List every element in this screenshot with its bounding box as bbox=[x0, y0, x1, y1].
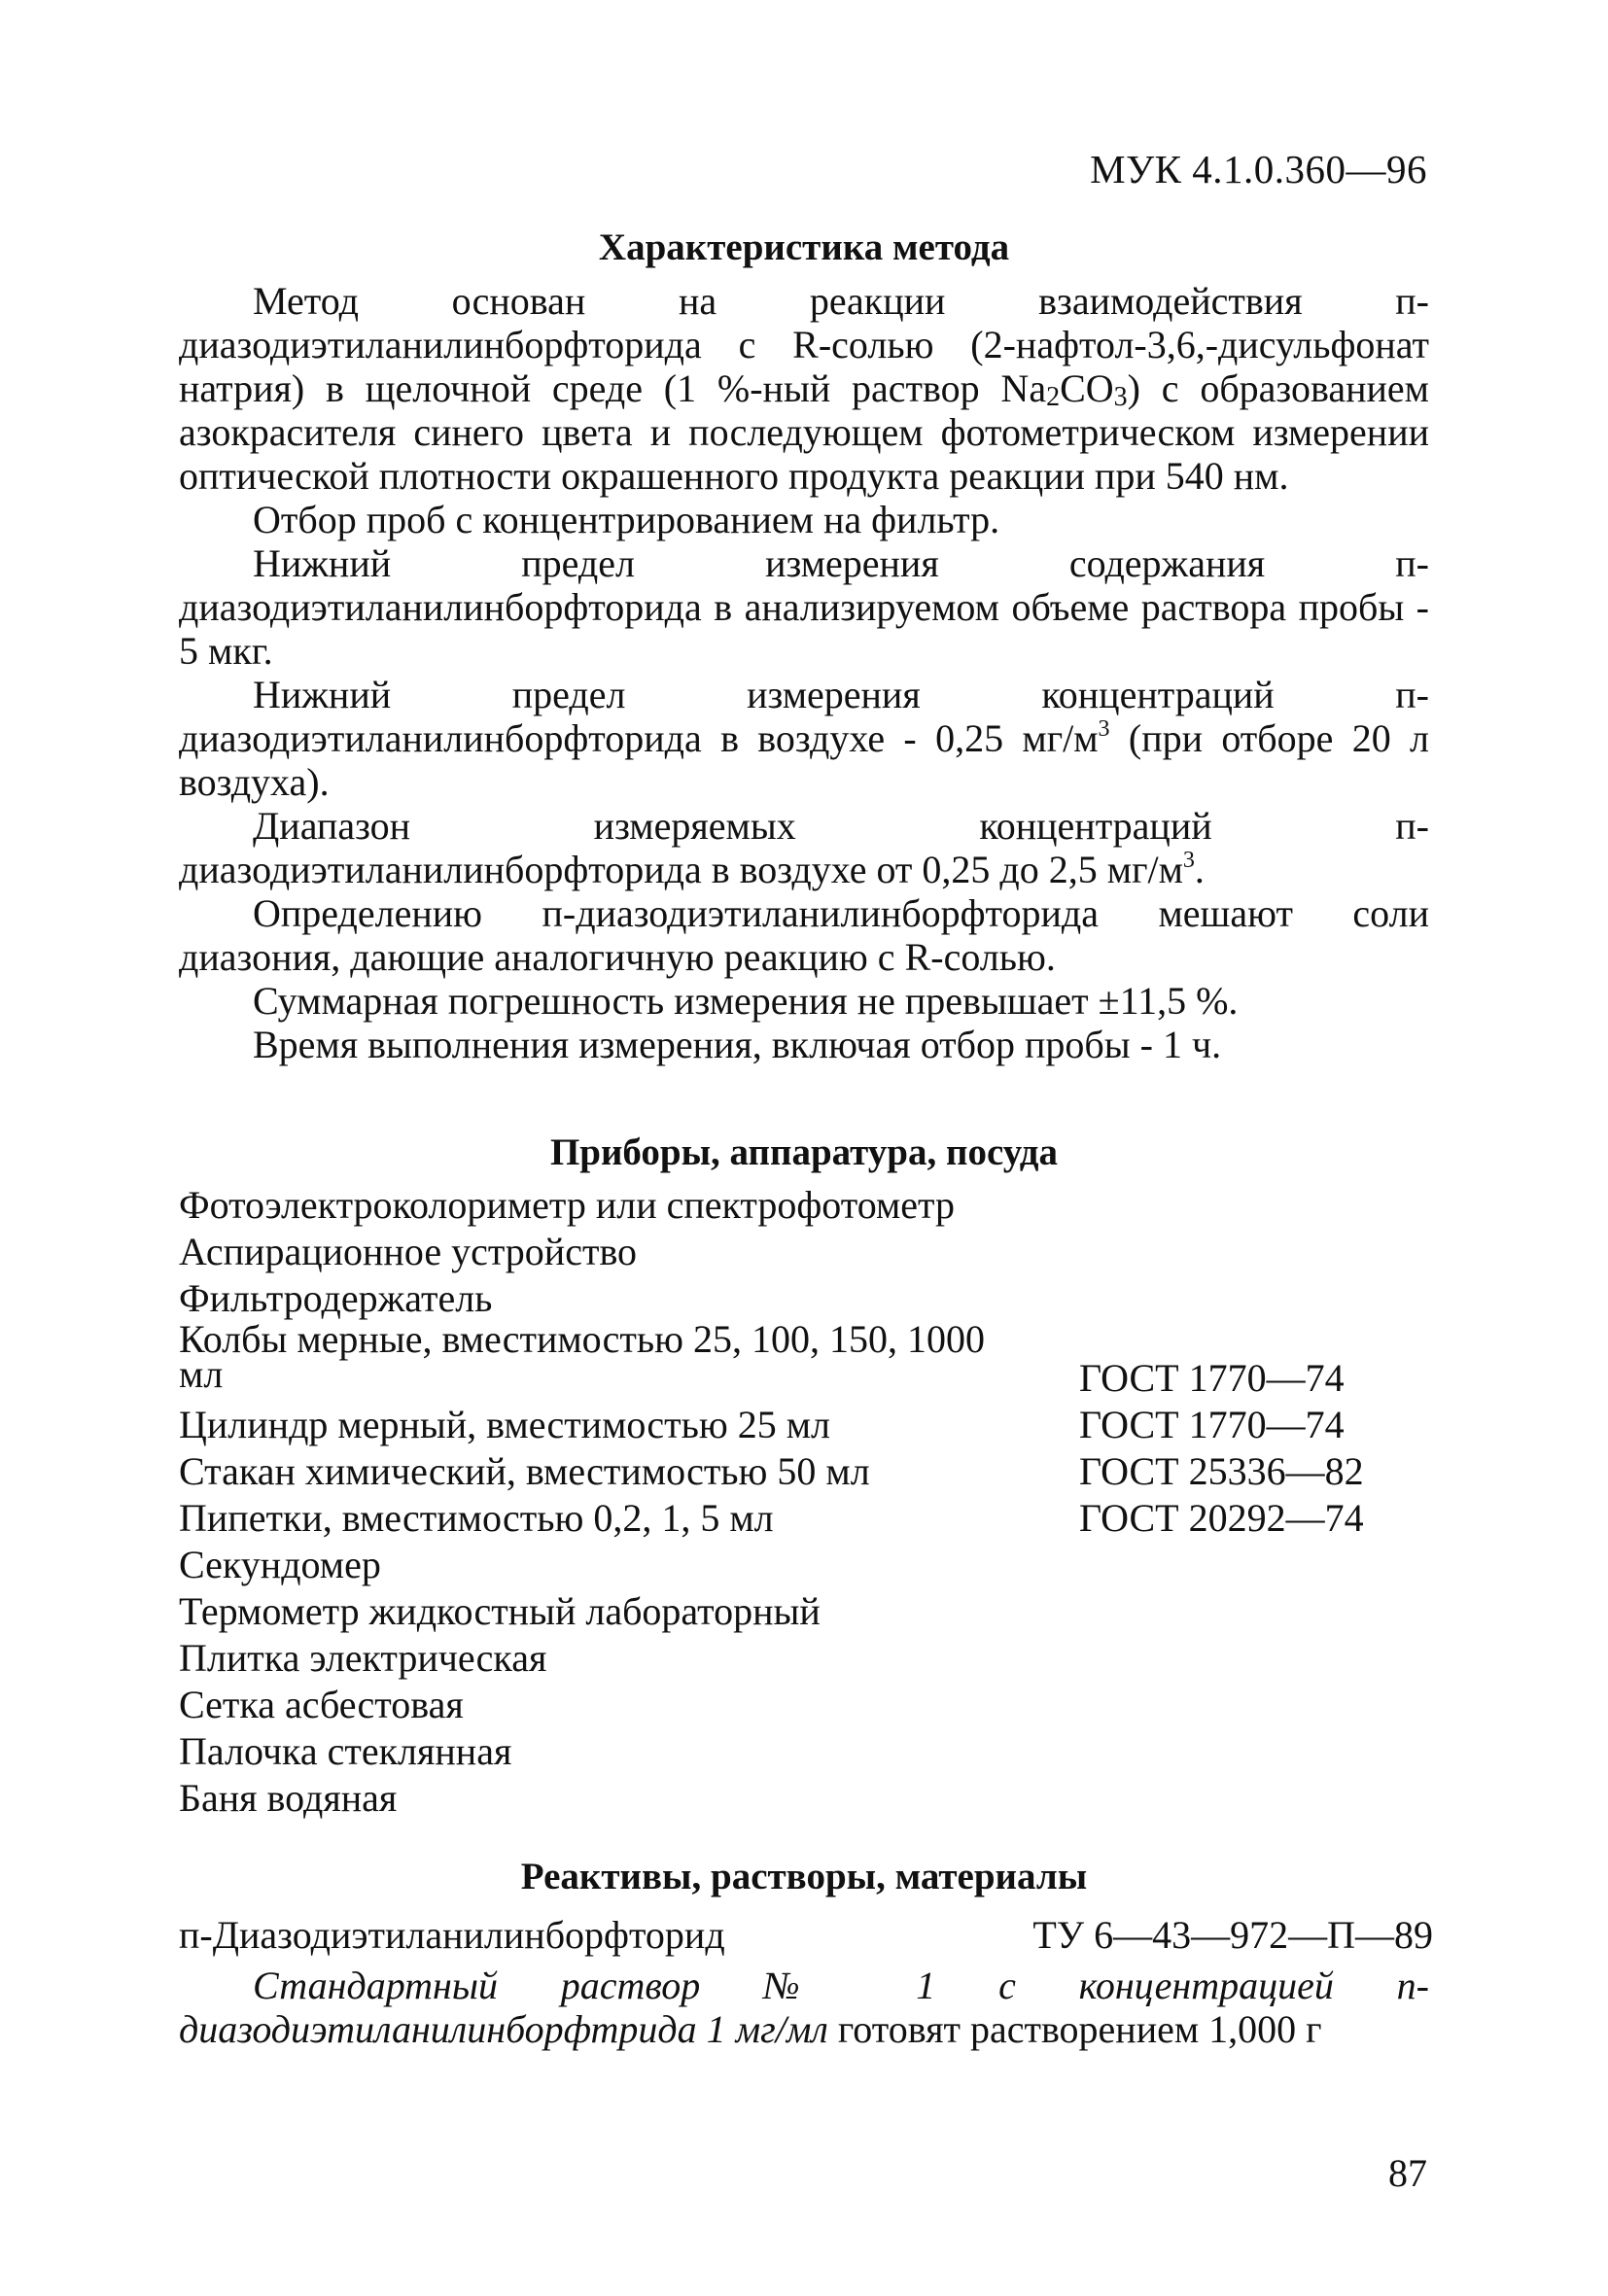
item-standard: ГОСТ 20292—74 bbox=[1079, 1496, 1364, 1540]
item-name: Цилиндр мерный, вместимостью 25 мл bbox=[179, 1403, 831, 1446]
text-fragment: ) с образованием азокрасителя синего цвета и последующем фотометрическом измерении оптической плотности окрашенного продукта реакции при 540 нм. bbox=[179, 366, 1429, 498]
reagent-row bbox=[179, 1912, 1433, 1959]
list-item bbox=[179, 1775, 1433, 1822]
method-description bbox=[179, 279, 1429, 1066]
text-fragment: готовят растворением 1,000 г bbox=[827, 2007, 1322, 2051]
item-standard: ГОСТ 1770—74 bbox=[1079, 1356, 1345, 1400]
text-fragment: Диапазон измеряемых концентраций п-диазодиэтиланилинборфторида в воздухе от 0,25 до 2,5 мг/м bbox=[179, 804, 1429, 891]
paragraph-lower-limit-content: Нижний предел измерения содержания п-диазодиэтиланилинборфторида в анализируемом объеме раствора пробы - 5 мкг. bbox=[179, 541, 1429, 673]
item-name: Секундомер bbox=[179, 1543, 381, 1586]
list-item bbox=[179, 1448, 1433, 1495]
item-name: Палочка стеклянная bbox=[179, 1729, 512, 1773]
text-fragment: Метод основан на реакции взаимодействия п-диазодиэтиланилинборфторида с R-солью (2-нафтол-3,6,-дисульфонат натрия) в щелочной среде (1 %-ный раствор Na bbox=[179, 279, 1429, 410]
paragraph-error: Суммарная погрешность измерения не превышает ±11,5 %. bbox=[253, 979, 1239, 1023]
section-heading-equipment: Приборы, аппаратура, посуда bbox=[549, 1131, 1059, 1173]
item-standard: ГОСТ 25336—82 bbox=[1079, 1449, 1364, 1493]
item-name: Колбы мерные, вместимостью 25, 100, 150, 1000 мл bbox=[179, 1317, 986, 1396]
standard-solution-text bbox=[179, 1964, 1429, 2051]
text-fragment: CO bbox=[1060, 366, 1114, 410]
list-item bbox=[179, 1588, 1433, 1635]
reagent-standard: ТУ 6—43—972—П—89 bbox=[1032, 1913, 1433, 1957]
item-name: Фотоэлектроколориметр или спектрофотометр bbox=[179, 1183, 956, 1227]
italic-text: Стандартный раствор № 1 с концентрацией п-диазодиэтиланилинборфтрида 1 мг/мл bbox=[179, 1964, 1429, 2051]
list-item bbox=[179, 1229, 1433, 1275]
text-fragment: . bbox=[1194, 848, 1205, 891]
list-item bbox=[179, 1495, 1433, 1542]
item-name: Стакан химический, вместимостью 50 мл bbox=[179, 1449, 870, 1493]
section-heading-reagents: Реактивы, растворы, материалы bbox=[520, 1856, 1088, 1897]
superscript: 3 bbox=[1182, 848, 1195, 873]
superscript: 3 bbox=[1098, 716, 1110, 742]
paragraph-range bbox=[179, 804, 1429, 891]
item-name: Аспирационное устройство bbox=[179, 1230, 638, 1273]
list-item bbox=[179, 1402, 1433, 1448]
equipment-list bbox=[179, 1182, 1433, 1822]
paragraph-lower-limit-concentration bbox=[179, 673, 1429, 804]
reagent-name: п-Диазодиэтиланилинборфторид bbox=[179, 1913, 725, 1957]
paragraph-method-principle bbox=[179, 279, 1429, 498]
list-item bbox=[179, 1728, 1433, 1775]
list-item bbox=[179, 1275, 1433, 1322]
item-name: Плитка электрическая bbox=[179, 1636, 547, 1680]
item-name: Баня водяная bbox=[179, 1776, 398, 1820]
item-name: Сетка асбестовая bbox=[179, 1683, 464, 1726]
item-name: Фильтродержатель bbox=[179, 1276, 493, 1320]
subscript: 3 bbox=[1113, 382, 1128, 412]
list-item bbox=[179, 1317, 1433, 1402]
list-item bbox=[179, 1682, 1433, 1728]
paragraph-interference: Определению п-диазодиэтиланилинборфторида мешают соли диазония, дающие аналогичную реакцию с R-солью. bbox=[179, 891, 1429, 979]
list-item bbox=[179, 1182, 1433, 1229]
text-fragment: Нижний предел измерения концентраций п-диазодиэтиланилинборфторида в воздухе - 0,25 мг/м bbox=[179, 673, 1429, 760]
item-name: Пипетки, вместимостью 0,2, 1, 5 мл bbox=[179, 1496, 774, 1540]
text-fragment: (при отборе 20 л воздуха). bbox=[179, 716, 1429, 804]
section-heading-method: Характеристика метода bbox=[598, 226, 1010, 268]
subscript: 2 bbox=[1046, 382, 1061, 412]
paragraph-sampling: Отбор проб с концентрированием на фильтр. bbox=[253, 498, 1000, 541]
page-number: 87 bbox=[1388, 2151, 1427, 2195]
list-item bbox=[179, 1542, 1433, 1588]
item-standard: ГОСТ 1770—74 bbox=[1079, 1403, 1345, 1446]
item-name: Термометр жидкостный лабораторный bbox=[179, 1589, 821, 1633]
paragraph-standard-solution bbox=[179, 1964, 1429, 2051]
paragraph-duration: Время выполнения измерения, включая отбор пробы - 1 ч. bbox=[253, 1023, 1222, 1066]
document-code: МУК 4.1.0.360—96 bbox=[1090, 147, 1427, 191]
list-item bbox=[179, 1635, 1433, 1682]
